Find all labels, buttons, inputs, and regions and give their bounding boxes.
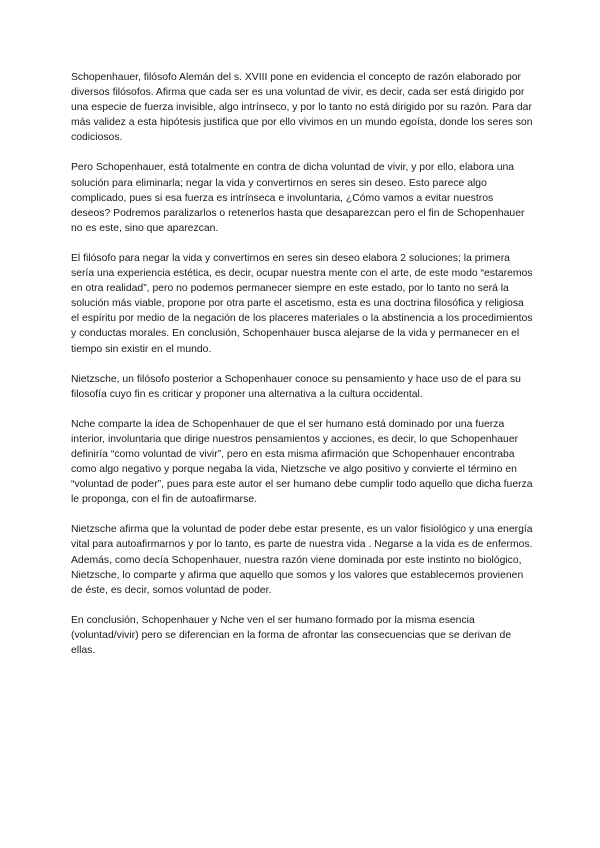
document-body <box>71 70 533 673</box>
paragraph-4: Nietzsche, un filósofo posterior a Schopenhauer conoce su pensamiento y hace uso de el para su filosofía cuyo fin es criticar y proponer una alternativa a la cultura occidental. <box>71 373 521 400</box>
paragraph-6: Nietzsche afirma que la voluntad de poder debe estar presente, es un valor fisiológico y una energía vital para autoafirmarnos y por lo tanto, es parte de nuestra vida . Negarse a la vida es de enfermos. Además, como decía Schopenhauer, nuestra razón viene dominada por este instinto no biológico, Nietzsche, lo comparte y afirma que aquello que somos y los valores que establecemos provienen de éste, es decir, somos voluntad de poder. <box>71 524 533 596</box>
paragraph-5: Nche comparte la idea de Schopenhauer de que el ser humano está dominado por una fuerza interior, involuntaria que dirige nuestros pensamientos y acciones, es decir, lo que Schopenhauer definiría “como voluntad de vivir”, pero en esta misma afirmación que Schopenhauer encontraba como algo negativo y porque negaba la vida, Nietzsche ve algo positivo y convierte el término en “voluntad de poder”, pues para este autor el ser humano debe cumplir todo aquello que dicha fuerza le proponga, con el fin de autoafirmarse. <box>71 418 533 506</box>
paragraph-1: Schopenhauer, filósofo Alemán del s. XVIII pone en evidencia el concepto de razón elaborado por diversos filósofos. Afirma que cada ser es una voluntad de vivir, es decir, cada ser está dirigido por una especie de fuerza invisible, algo intrínseco, y por lo tanto no está dirigido por su razón. Para dar más validez a esta hipótesis justifica que por ello vivimos en un mundo egoísta, donde los seres son codiciosos. <box>71 72 533 144</box>
paragraph-7: En conclusión, Schopenhauer y Nche ven el ser humano formado por la misma esencia (voluntad/vivir) pero se diferencian en la forma de afrontar las consecuencias que se derivan de ellas. <box>71 614 512 656</box>
paragraph-3: El filósofo para negar la vida y convertirnos en seres sin deseo elabora 2 soluciones; la primera sería una experiencia estética, es decir, ocupar nuestra mente con el arte, de este modo “estaremos en otra realidad”, pero no podemos permanecer siempre en este estado, por lo tanto no será la solución más viable, propone por otra parte el ascetismo, esta es una doctrina filosófica y religiosa el espíritu por medio de la negación de los placeres materiales o la abstinencia a los procedimientos y conductas morales. En conclusión, Schopenhauer busca alejarse de la vida y permanecer en el tiempo sin existir en el mundo. <box>71 252 533 355</box>
paragraph-2: Pero Schopenhauer, está totalmente en contra de dicha voluntad de vivir, y por ello, elabora una solución para eliminarla; negar la vida y convertirnos en seres sin deseo. Esto parece algo complicado, pues si esa fuerza es intrínseca e involuntaria, ¿Cómo vamos a evitar nuestros deseos? Podremos paralizarlos o retenerlos hasta que desaparezcan pero el fin de Schopenhauer no es este, sino que aparezcan. <box>71 162 525 234</box>
